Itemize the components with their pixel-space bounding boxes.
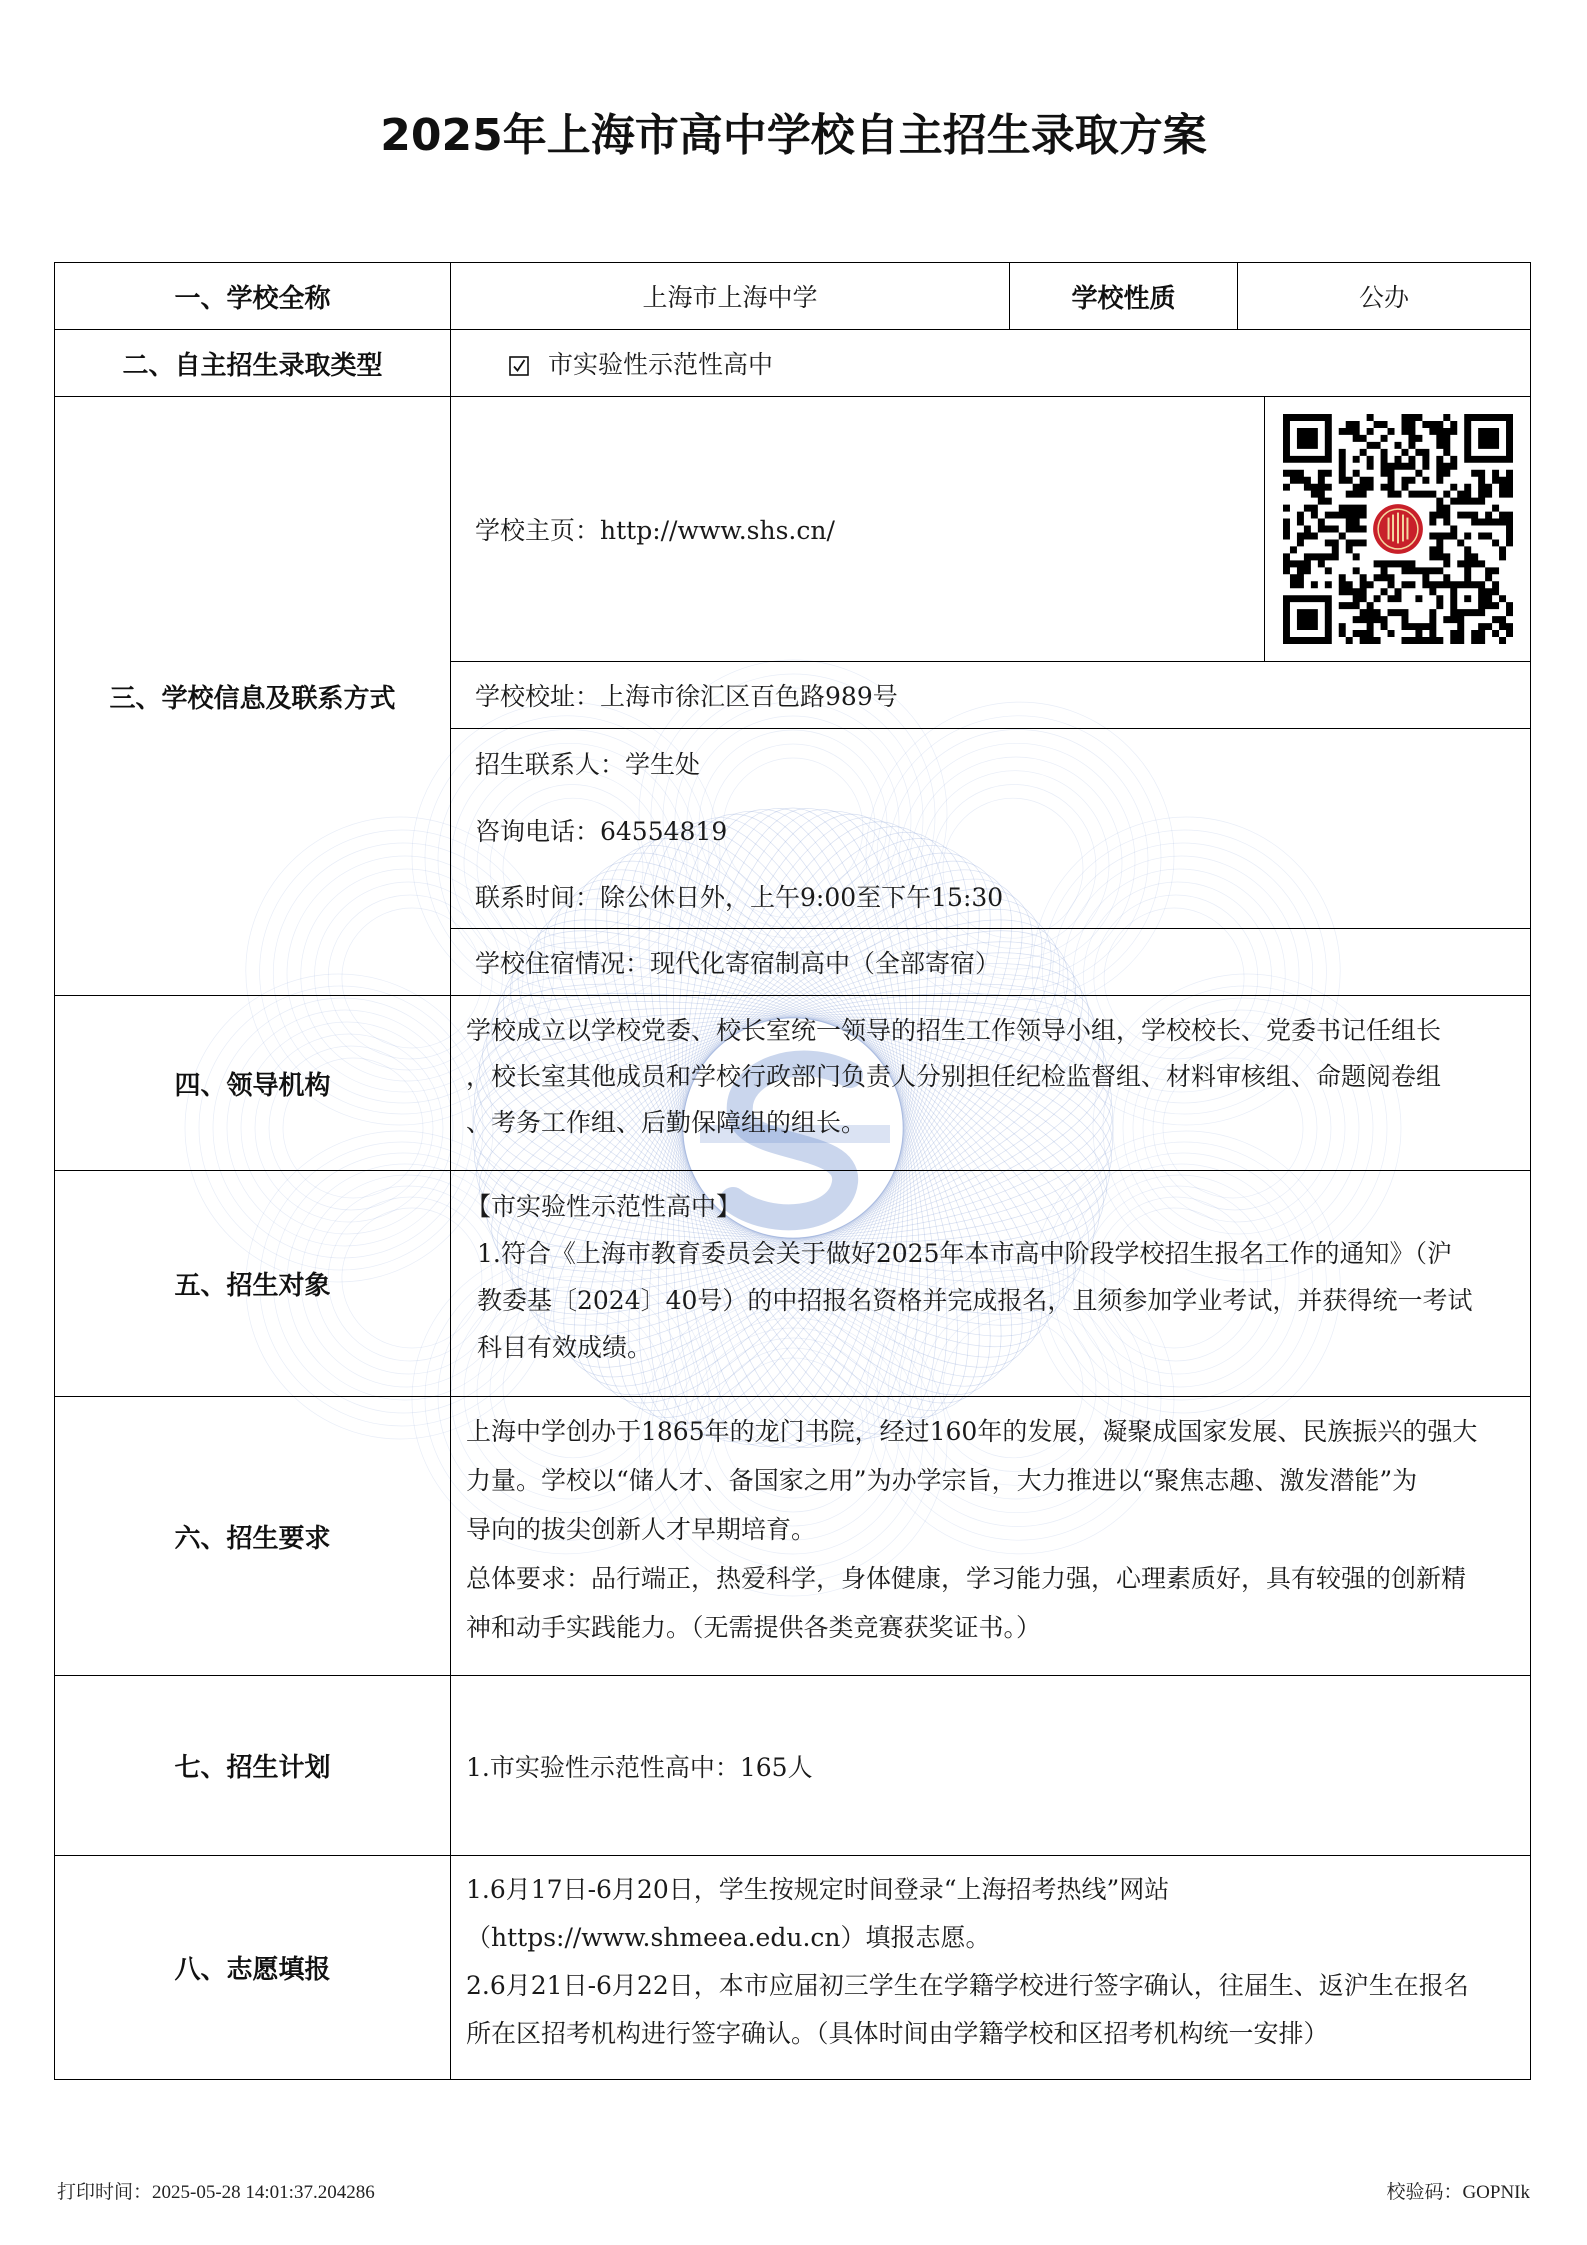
address-row (451, 662, 1530, 729)
label-admission-type: 二、自主招生录取类型 (55, 330, 451, 396)
text-line: 2.6月21日-6月22日，本市应届初三学生在学籍学校进行签字确认，往届生、返沪生在报名 (466, 1971, 1469, 2000)
row-admission-type (55, 330, 1530, 397)
contact-details-row (451, 729, 1530, 929)
admission-plan-text (451, 1676, 1530, 1855)
label-admission-plan: 七、招生计划 (55, 1676, 451, 1855)
text-line: 1.6月17日-6月20日，学生按规定时间登录“上海招考热线”网站 (466, 1875, 1170, 1904)
label-admission-target: 五、招生对象 (55, 1171, 451, 1396)
school-nature-label: 学校性质 (1010, 263, 1238, 329)
housing-text: 学校住宿情况：现代化寄宿制高中（全部寄宿） (475, 949, 1001, 979)
text-line: 1.市实验性示范性高中：165人 (466, 1752, 813, 1782)
contact-details (451, 729, 1003, 928)
text-line: 神和动手实践能力。（无需提供各类竞赛获奖证书。） (466, 1613, 1042, 1642)
text-line: 上海中学创办于1865年的龙门书院，经过160年的发展，凝聚成国家发展、民族振兴的强大 (466, 1417, 1478, 1446)
application-text (451, 1856, 1530, 2079)
contact-content (451, 397, 1530, 995)
label-school-name: 一、学校全称 (55, 263, 451, 329)
row-requirements (55, 1397, 1530, 1676)
admission-type-value: 市实验性示范性高中 (548, 350, 774, 379)
target-heading: 【市实验性示范性高中】 (466, 1192, 742, 1221)
leadership-text (451, 996, 1530, 1170)
requirements-text (451, 1397, 1530, 1675)
row-admission-plan (55, 1676, 1530, 1856)
admission-target-text (451, 1171, 1530, 1396)
homepage-text: 学校主页：http://www.shs.cn/ (475, 516, 835, 546)
qr-code-icon (1283, 414, 1513, 644)
row-contact-info (55, 397, 1530, 996)
document-title: 2025年上海市高中学校自主招生录取方案 (380, 110, 1207, 161)
print-time: 打印时间：2025-05-28 14:01:37.204286 (57, 2182, 375, 2203)
text-line: 1.符合《上海市教育委员会关于做好2025年本市高中阶段学校招生报名工作的通知》（沪 (477, 1239, 1452, 1268)
label-contact-info: 三、学校信息及联系方式 (55, 397, 451, 995)
label-requirements: 六、招生要求 (55, 1397, 451, 1675)
address-text: 学校校址：上海市徐汇区百色路989号 (475, 682, 898, 712)
housing-row (451, 929, 1530, 995)
text-line: 教委基〔2024〕40号）的中招报名资格并完成报名，且须参加学业考试，并获得统一考试 (477, 1286, 1473, 1315)
row-leadership (55, 996, 1530, 1171)
text-line: 所在区招考机构进行签字确认。（具体时间由学籍学校和区招考机构统一安排） (466, 2019, 1329, 2048)
row-admission-target (55, 1171, 1530, 1397)
school-logo-icon (1369, 501, 1426, 558)
text-line: 力量。学校以“储人才、备国家之用”为办学宗旨，大力推进以“聚焦志趣、激发潜能”为 (466, 1466, 1418, 1495)
contact-hours: 联系时间：除公休日外，上午9:00至下午15:30 (475, 883, 1004, 913)
text-line: 总体要求：品行端正，热爱科学，身体健康，学习能力强，心理素质好，具有较强的创新精 (466, 1564, 1467, 1593)
school-name-value: 上海市上海中学 (451, 263, 1010, 329)
text-line: 导向的拔尖创新人才早期培育。 (466, 1515, 817, 1544)
checkbox-checked-icon (509, 353, 529, 373)
label-leadership: 四、领导机构 (55, 996, 451, 1170)
text-line: （https://www.shmeea.edu.cn）填报志愿。 (466, 1923, 991, 1952)
verify-code: 校验码：GOPNIk (1386, 2182, 1530, 2203)
text-line: 学校成立以学校党委、校长室统一领导的招生工作领导小组，学校校长、党委书记任组长 (466, 1016, 1442, 1045)
row-application (55, 1856, 1530, 2079)
homepage-row (451, 397, 1530, 662)
admission-plan-table (54, 262, 1531, 2080)
row-school-name (55, 263, 1530, 330)
contact-phone: 咨询电话：64554819 (475, 816, 728, 846)
text-line: 、考务工作组、后勤保障组的组长。 (466, 1108, 867, 1137)
text-line: ，校长室其他成员和学校行政部门负责人分别担任纪检监督组、材料审核组、命题阅卷组 (466, 1062, 1442, 1091)
label-application: 八、志愿填报 (55, 1856, 451, 2079)
admission-type-content (451, 330, 1530, 396)
qr-code-cell (1264, 397, 1530, 661)
school-name-content (451, 263, 1530, 329)
text-line: 科目有效成绩。 (477, 1333, 653, 1362)
contact-person: 招生联系人：学生处 (475, 750, 701, 780)
school-nature-value: 公办 (1358, 283, 1409, 312)
